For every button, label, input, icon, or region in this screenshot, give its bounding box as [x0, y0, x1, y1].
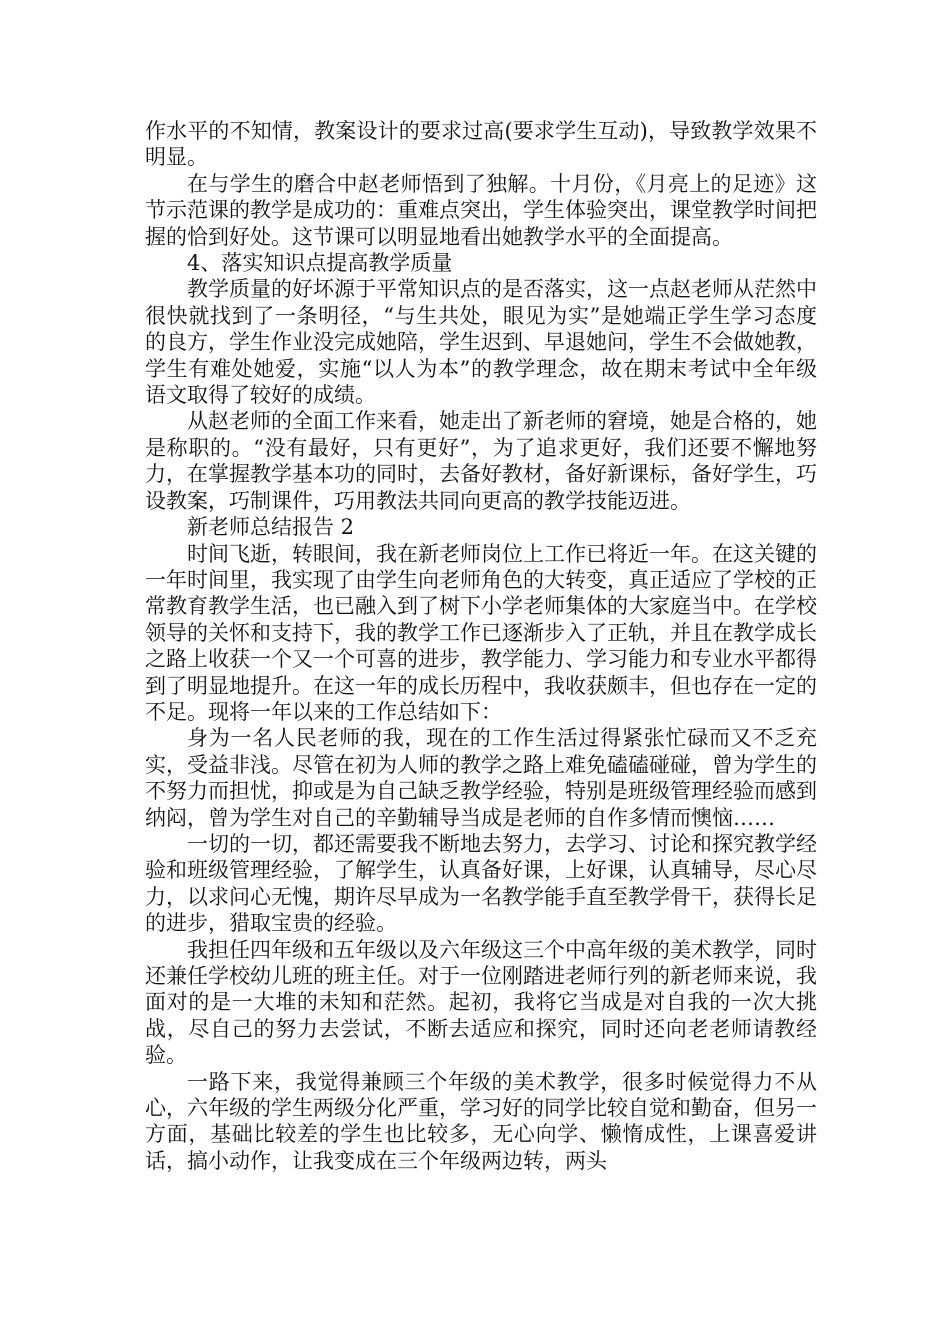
paragraph: 我担任四年级和五年级以及六年级这三个中高年级的美术教学，同时还兼任学校幼儿班的班主任。对于一位刚踏进老师行列的新老师来说，我面对的是一大堆的未知和茫然。起初，我将它当成是对自我的一次大挑战，尽自己的努力去尝试，不断去适应和探究，同时还向老老师请教经验。 [145, 937, 817, 1068]
paragraph: 一切的一切，都还需要我不断地去努力，去学习、讨论和探究教学经验和班级管理经验，了解学生，认真备好课，上好课，认真辅导，尽心尽力，以求问心无愧，期许尽早成为一名教学能手直至教学骨干，获得长足的进步，猎取宝贵的经验。 [145, 831, 817, 936]
paragraph: 时间飞逝，转眼间，我在新老师岗位上工作已将近一年。在这关键的一年时间里，我实现了由学生向老师角色的大转变，真正适应了学校的正常教育教学生活，也已融入到了树下小学老师集体的大家庭当中。在学校领导的关怀和支持下，我的教学工作已逐渐步入了正轨，并且在教学成长之路上收获一个又一个可喜的进步，教学能力、学习能力和专业水平都得到了明显地提升。在这一年的成长历程中，我收获颇丰，但也存在一定的不足。现将一年以来的工作总结如下： [145, 541, 817, 724]
paragraph: 一路下来，我觉得兼顾三个年级的美术教学，很多时候觉得力不从心，六年级的学生两级分化严重，学习好的同学比较自觉和勤奋，但另一方面，基础比较差的学生也比较多，无心向学、懒惰成性，上课喜爱讲话，搞小动作，让我变成在三个年级两边转，两头 [145, 1069, 817, 1173]
paragraph: 教学质量的好坏源于平常知识点的是否落实，这一点赵老师从茫然中很快就找到了一条明径，“与生共处，眼见为实”是她端正学生学习态度的良方，学生作业没完成她陪，学生迟到、早退她问，学生不会做她教，学生有难处她爱，实施“以人为本”的教学理念，故在期末考试中全年级语文取得了较好的成绩。 [145, 277, 817, 408]
document-page [145, 118, 817, 1174]
section-heading: 4、落实知识点提高教学质量 [187, 251, 453, 276]
paragraph: 在与学生的磨合中赵老师悟到了独解。十月份，《月亮上的足迹》这节示范课的教学是成功的：重难点突出，学生体验突出，课堂教学时间把握的恰到好处。这节课可以明显地看出她教学水平的全面提高。 [145, 171, 817, 249]
paragraph: 从赵老师的全面工作来看，她走出了新老师的窘境，她是合格的，她是称职的。“没有最好，只有更好”，为了追求更好，我们还要不懈地努力，在掌握教学基本功的同时，去备好教材，备好新课标，备好学生，巧设教案，巧制课件，巧用教法共同向更高的教学技能迈进。 [145, 409, 817, 513]
paragraph: 作水平的不知情，教案设计的要求过高(要求学生互动)，导致教学效果不明显。 [145, 119, 817, 170]
paragraph: 身为一名人民老师的我，现在的工作生活过得紧张忙碌而又不乏充实，受益非浅。尽管在初为人师的教学之路上难免磕磕碰碰，曾为学生的不努力而担忧，抑或是为自己缺乏教学经验，特别是班级管理经验而感到纳闷，曾为学生对自己的辛勤辅导当成是老师的自作多情而懊恼…… [145, 726, 817, 830]
report-title: 新老师总结报告 2 [187, 515, 355, 540]
